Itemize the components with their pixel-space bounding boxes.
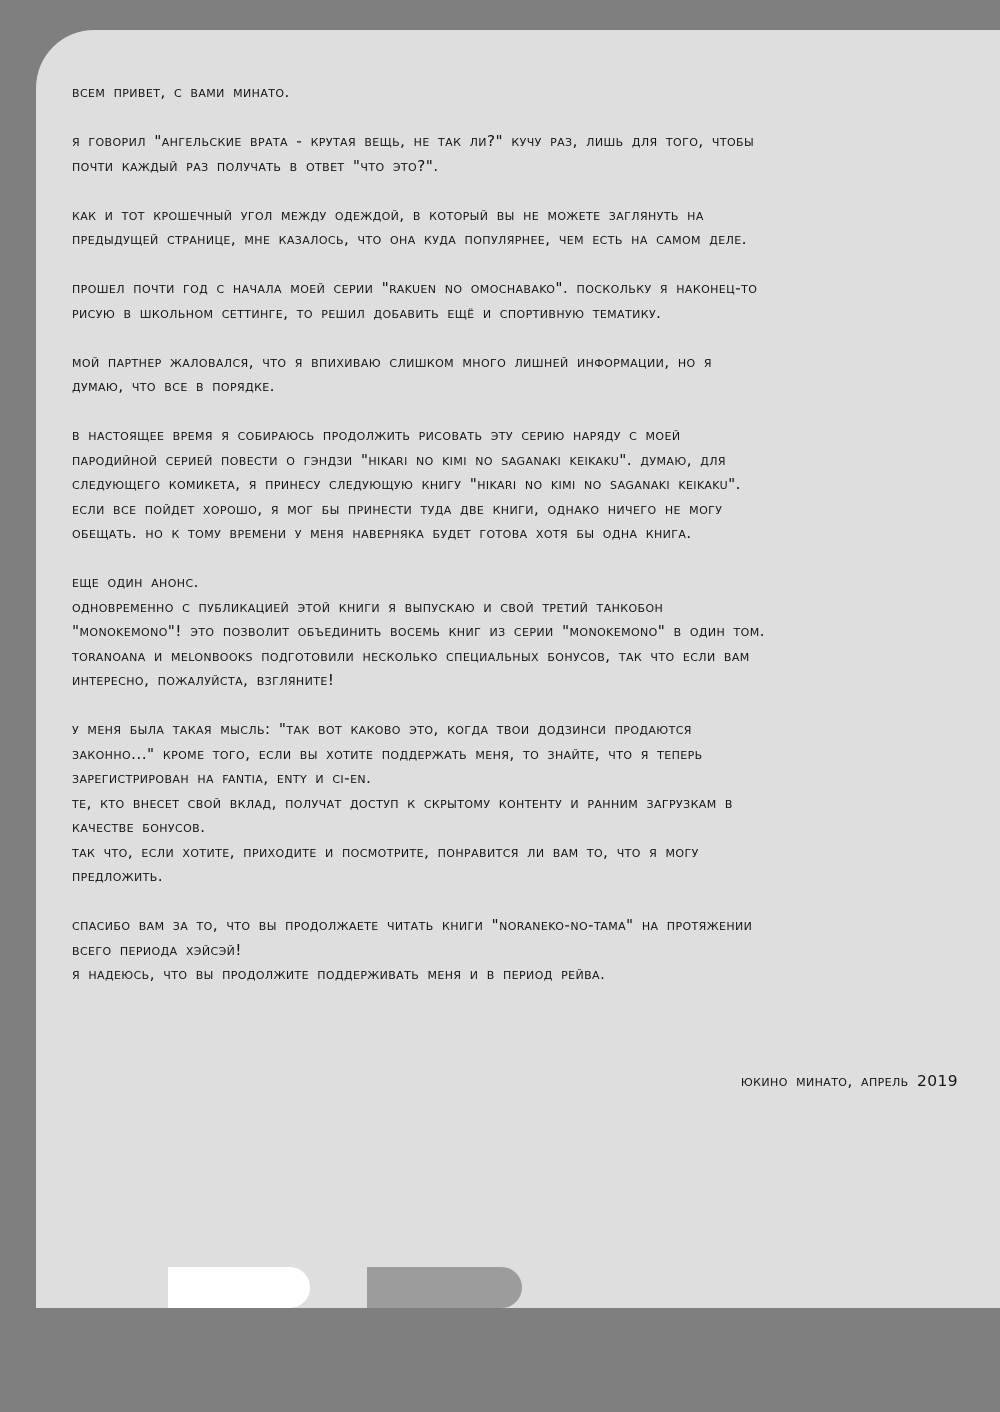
text-line: рисую в школьном сеттинге, то решил добавить ещё и спортивную тематику. [72, 303, 662, 322]
text-line: у меня была такая мысль: "так вот каково это, когда твои додзинси продаются [72, 720, 692, 738]
text-line: как и тот крошечный угол между одеждой, в который вы не можете заглянуть на [72, 205, 704, 224]
text-line: качестве бонусов. [72, 818, 206, 836]
text-line: я говорил "ангельские врата - крутая вещь, не так ли?" кучу раз, лишь для того, чтобы [72, 132, 755, 150]
paragraph-1 [72, 129, 972, 178]
text-line: те, кто внесет свой вклад, получат доступ к скрытому контенту и ранним загрузкам в [72, 793, 733, 812]
text-line: предложить. [72, 867, 164, 885]
text-line: почти каждый раз получать в ответ "что это?". [72, 156, 439, 175]
text-line: я надеюсь, что вы продолжите поддерживать меня и в период рейва. [72, 965, 606, 983]
paragraph-7 [72, 717, 972, 889]
text-line: так что, если хотите, приходите и посмотрите, понравится ли вам то, что я могу [72, 842, 699, 861]
paragraph-3 [72, 276, 972, 325]
text-line: предыдущей странице, мне казалось, что она куда популярнее, чем есть на самом деле. [72, 230, 747, 248]
text-line: законно..." кроме того, если вы хотите поддержать меня, то знайте, что я теперь [72, 744, 703, 763]
signature: юкино минато, апрель 2019 [740, 1072, 958, 1090]
text-line: спасибо вам за то, что вы продолжаете читать книги "noraneko-no-tama" на протяжении [72, 916, 753, 934]
white-tab [168, 1267, 310, 1308]
greeting [72, 80, 972, 105]
gray-tab [367, 1267, 522, 1308]
text-line: интересно, пожалуйста, взгляните! [72, 671, 335, 689]
text-line: toranoana и melonbooks подготовили несколько специальных бонусов, так что если вам [72, 646, 750, 665]
text-line: обещать. но к тому времени у меня наверняка будет готова хотя бы одна книга. [72, 524, 692, 542]
text-line: пародийной серией повести о гэндзи "hikari no kimi no saganaki keikaku". думаю, для [72, 450, 726, 469]
letter-body [72, 80, 972, 1011]
text-line: мой партнер жаловался, что я впихиваю слишком много лишней информации, но я [72, 352, 712, 371]
greeting-line: всем привет, с вами минато. [72, 83, 290, 101]
letter-sheet [36, 30, 1000, 1308]
paragraph-8 [72, 913, 972, 987]
text-line: "monokemono"! это позволит объединить восемь книг из серии "monokemono" в один том. [72, 622, 765, 640]
text-line: если все пойдет хорошо, я мог бы принести туда две книги, однако ничего не могу [72, 499, 723, 518]
paragraph-5 [72, 423, 972, 546]
paragraph-6 [72, 570, 972, 693]
paragraph-2 [72, 203, 972, 252]
text-line: еще один анонс. [72, 573, 199, 591]
text-line: одновременно с публикацией этой книги я выпускаю и свой третий танкобон [72, 597, 664, 616]
text-line: следующего комикета, я принесу следующую книгу "hikari no kimi no saganaki keikaku". [72, 475, 741, 493]
text-line: в настоящее время я собираюсь продолжить рисовать эту серию наряду с моей [72, 426, 681, 444]
text-line: прошел почти год с начала моей серии "rakuen no omochabako". поскольку я наконец-то [72, 279, 758, 297]
text-line: всего периода хэйсэй! [72, 940, 242, 959]
text-line: зарегистрирован на fantia, enty и ci-en. [72, 769, 372, 787]
paragraph-4 [72, 350, 972, 399]
text-line: думаю, что все в порядке. [72, 377, 275, 395]
